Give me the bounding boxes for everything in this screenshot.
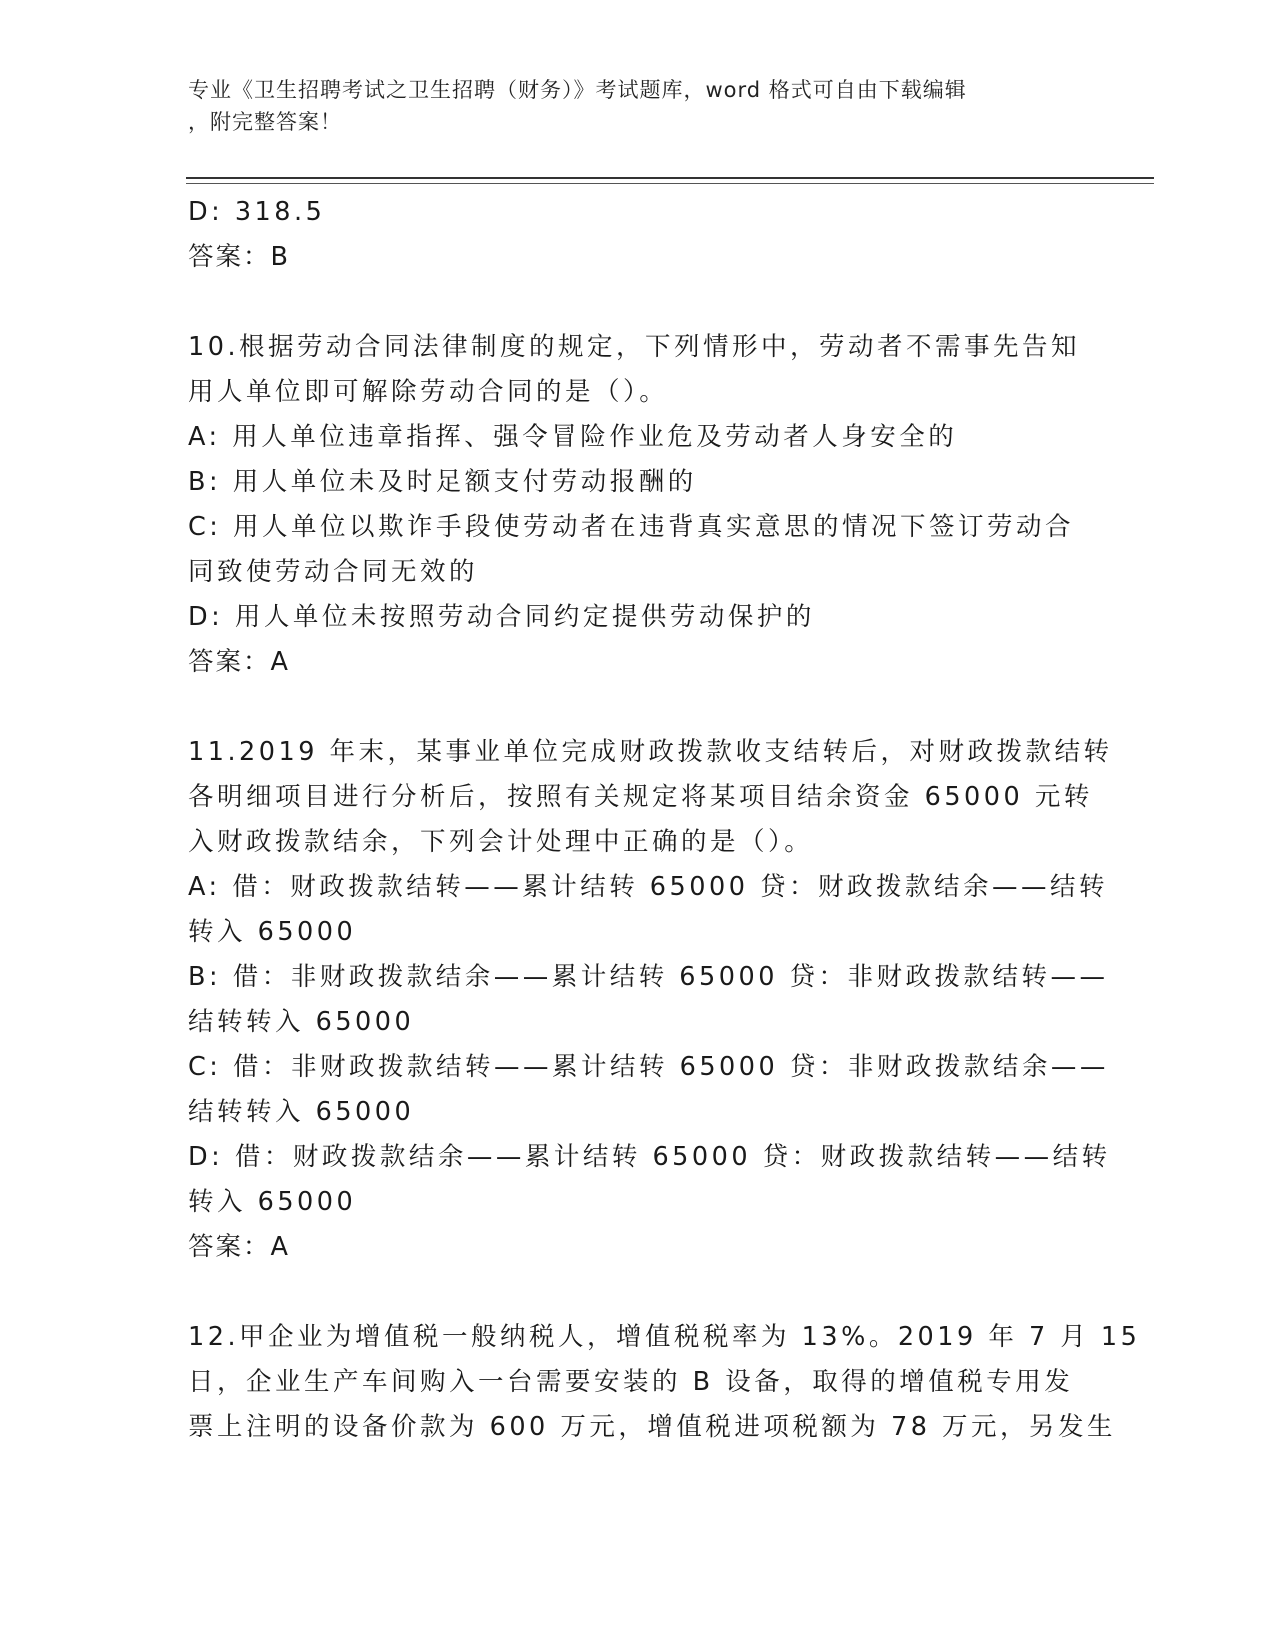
header-divider-thin — [186, 183, 1154, 184]
question-stem: 各明细项目进行分析后，按照有关规定将某项目结余资金 65000 元转 — [188, 782, 1093, 812]
question-11 — [188, 730, 1113, 1270]
answer-line: 答案：A — [188, 647, 290, 677]
header-divider-thick — [186, 177, 1154, 179]
option-c: C: 用人单位以欺诈手段使劳动者在违背真实意思的情况下签订劳动合 — [188, 512, 1075, 542]
question-stem: 入财政拨款结余，下列会计处理中正确的是（）。 — [188, 827, 814, 857]
header-line: ，附完整答案！ — [188, 110, 342, 134]
option-b: 结转转入 65000 — [188, 1007, 415, 1037]
option-a: A: 用人单位违章指挥、强令冒险作业危及劳动者人身安全的 — [188, 422, 958, 452]
spacer — [188, 1270, 1088, 1315]
question-10 — [188, 325, 1088, 685]
option-d: D: 用人单位未按照劳动合同约定提供劳动保护的 — [188, 602, 815, 632]
question-stem: 用人单位即可解除劳动合同的是（）。 — [188, 377, 669, 407]
option-a: A: 借：财政拨款结转——累计结转 65000 贷：财政拨款结余——结转 — [188, 872, 1109, 902]
document-header — [188, 74, 1088, 138]
question-12 — [188, 1315, 1141, 1450]
answer-line: 答案：B — [188, 242, 290, 272]
option-c: 同致使劳动合同无效的 — [188, 557, 479, 587]
option-c: 结转转入 65000 — [188, 1097, 415, 1127]
option-d: 转入 65000 — [188, 1187, 357, 1217]
spacer — [188, 280, 1088, 325]
option-b: B: 借：非财政拨款结余——累计结转 65000 贷：非财政拨款结转—— — [188, 962, 1109, 992]
question-content — [188, 190, 1141, 1450]
question-stem: 10.根据劳动合同法律制度的规定，下列情形中，劳动者不需事先告知 — [188, 332, 1081, 362]
answer-line: 答案：A — [188, 1232, 290, 1262]
question-stem: 票上注明的设备价款为 600 万元，增值税进项税额为 78 万元，另发生 — [188, 1412, 1117, 1442]
option-a: 转入 65000 — [188, 917, 357, 947]
header-line: 专业《卫生招聘考试之卫生招聘（财务）》考试题库，word 格式可自由下载编辑 — [188, 78, 967, 102]
spacer — [188, 685, 1088, 730]
option-c: C: 借：非财政拨款结转——累计结转 65000 贷：非财政拨款结余—— — [188, 1052, 1109, 1082]
question-stem: 日，企业生产车间购入一台需要安装的 B 设备，取得的增值税专用发 — [188, 1367, 1074, 1397]
question-stem: 12.甲企业为增值税一般纳税人，增值税税率为 13%。2019 年 7 月 15 — [188, 1322, 1141, 1352]
question-stem: 11.2019 年末，某事业单位完成财政拨款收支结转后，对财政拨款结转 — [188, 737, 1113, 767]
option-d: D: 318.5 — [188, 197, 326, 227]
option-d: D: 借：财政拨款结余——累计结转 65000 贷：财政拨款结转——结转 — [188, 1142, 1111, 1172]
option-b: B: 用人单位未及时足额支付劳动报酬的 — [188, 467, 697, 497]
